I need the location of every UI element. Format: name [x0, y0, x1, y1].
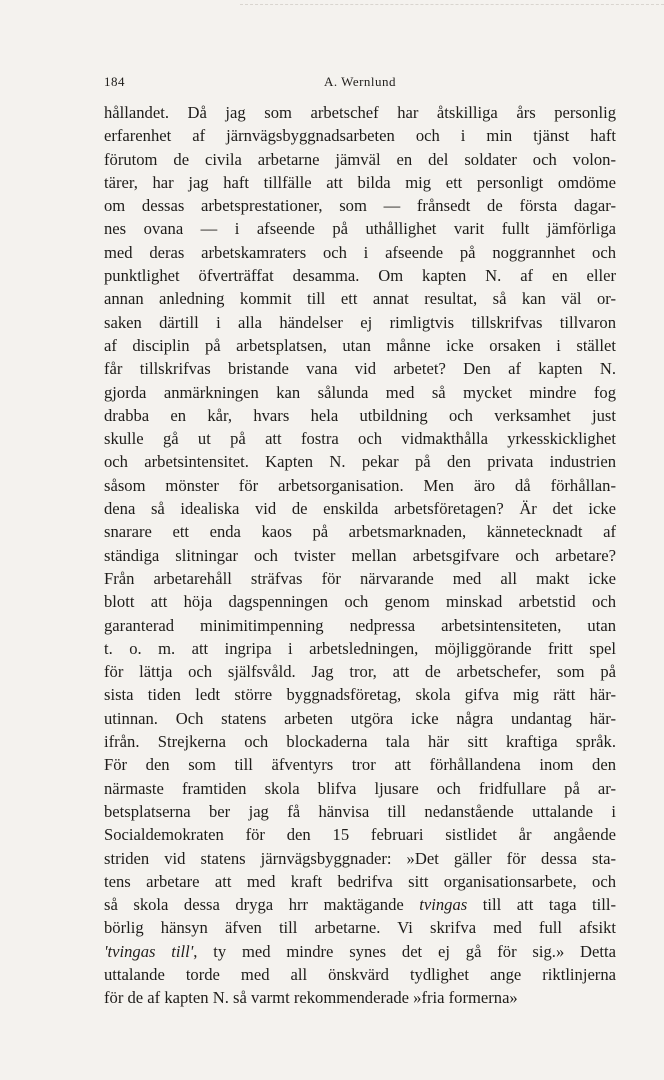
text-line: om dessas arbetsprestationer, som — frånsedt de första dagar- [104, 196, 616, 216]
italic-word: tvingas [419, 895, 468, 915]
text-line: närmaste framtiden skola blifva ljusare och fridfullare på ar- [104, 778, 616, 798]
text-line: sista tiden ledt större byggnadsföretag, skola gifva mig rätt här- [104, 685, 616, 705]
text-line: utinnan. Och statens arbeten utgöra icke några undantag här- [104, 708, 616, 728]
text-line: såsom mönster för arbetsorganisation. Men äro då förhållan- [104, 475, 616, 495]
text-line: tens arbetare att med kraft bedrifva sitt organisationsarbete, och [104, 871, 616, 891]
text-line: blott att höja dagspenningen och genom minskad arbetstid och [104, 592, 616, 612]
page-number: 184 [104, 74, 125, 89]
text-line-with-italic [104, 893, 616, 916]
text-line: och arbetsintensitet. Kapten N. pekar på den privata industrien [104, 452, 616, 472]
text-line: dena så idealiska vid de enskilda arbetsföretagen? Är det icke [104, 499, 616, 519]
text-line: snarare ett enda kaos på arbetsmarknaden, kännetecknadt af [104, 522, 616, 542]
text-line: af disciplin på arbetsplatsen, utan månne icke orsaken i stället [104, 335, 616, 355]
text-line: För den som till äfventyrs tror att förhållandena inom den [104, 755, 616, 775]
text-line: tärer, har jag haft tillfälle att bilda mig ett personligt omdöme [104, 172, 616, 192]
text-line: ständiga slitningar och tvister mellan arbetsgifvare och arbetare? [104, 545, 616, 565]
text-line: ifrån. Strejkerna och blockaderna tala här sitt kraftiga språk. [104, 732, 616, 752]
text-line: saken därtill i alla händelser ej rimligtvis tillskrifvas tillvaron [104, 312, 616, 332]
text-line: betsplatserna ber jag få hänvisa till nedanstående uttalande i [104, 801, 616, 821]
text-segment: så skola dessa dryga hrr maktägande [104, 895, 420, 915]
text-line: för de af kapten N. så varmt rekommenderade »fria formerna» [104, 988, 518, 1008]
text-line: Från arbetarehåll sträfvas för närvarande med all makt icke [104, 568, 616, 588]
text-line: hållandet. Då jag som arbetschef har åtskilliga års personlig [104, 103, 616, 122]
text-line: uttalande torde med all önskvärd tydlighet ange riktlinjerna [104, 964, 616, 984]
text-line: förutom de civila arbetarne jämväl en del soldater och volon- [104, 149, 616, 169]
body-text [104, 101, 616, 1010]
text-line: nes ovana — i afseende på uthållighet varit fullt jämförliga [104, 219, 616, 239]
text-line-with-italic [104, 940, 616, 963]
running-head: A. Wernlund [323, 74, 397, 89]
text-line: punktlighet öfverträffat desamma. Om kapten N. af en eller [104, 266, 616, 286]
text-line: skulle gå ut på att fostra och vidmakthålla yrkesskicklighet [104, 429, 616, 449]
text-line: striden vid statens järnvägsbyggnader: »Det gäller för dessa sta- [104, 848, 616, 868]
italic-quote: 'tvingas till' [104, 941, 194, 961]
text-segment: , ty med mindre synes det ej gå för sig.» Detta [193, 941, 616, 961]
text-line: med deras arbetskamraters och i afseende på noggrannhet och [104, 242, 616, 262]
text-line: Socialdemokraten för den 15 februari sistlidet år angående [104, 825, 616, 845]
text-segment: till att taga till- [467, 895, 616, 915]
text-line: annan anledning kommit till ett annat resultat, så kan väl or- [104, 289, 616, 309]
text-line: börlig hänsyn äfven till arbetarne. Vi skrifva med full afsikt [104, 918, 616, 938]
text-line: garanterad minimitimpenning nedpressa arbetsintensiteten, utan [104, 615, 616, 635]
text-line: får tillskrifvas bristande vana vid arbetet? Den af kapten N. [104, 359, 616, 379]
page-header [104, 74, 616, 94]
text-line: erfarenhet af järnvägsbyggnadsarbeten och i min tjänst haft [104, 126, 616, 146]
text-line: t. o. m. att ingripa i arbetsledningen, möjliggörande fritt spel [104, 638, 616, 658]
text-line: drabba en kår, hvars hela utbildning och verksamhet just [104, 405, 616, 425]
scan-edge [240, 4, 664, 5]
text-line: gjorda anmärkningen kan sålunda med så mycket mindre fog [104, 382, 616, 402]
text-line: för lättja och själfsvåld. Jag tror, att de arbetschefer, som på [104, 662, 616, 682]
